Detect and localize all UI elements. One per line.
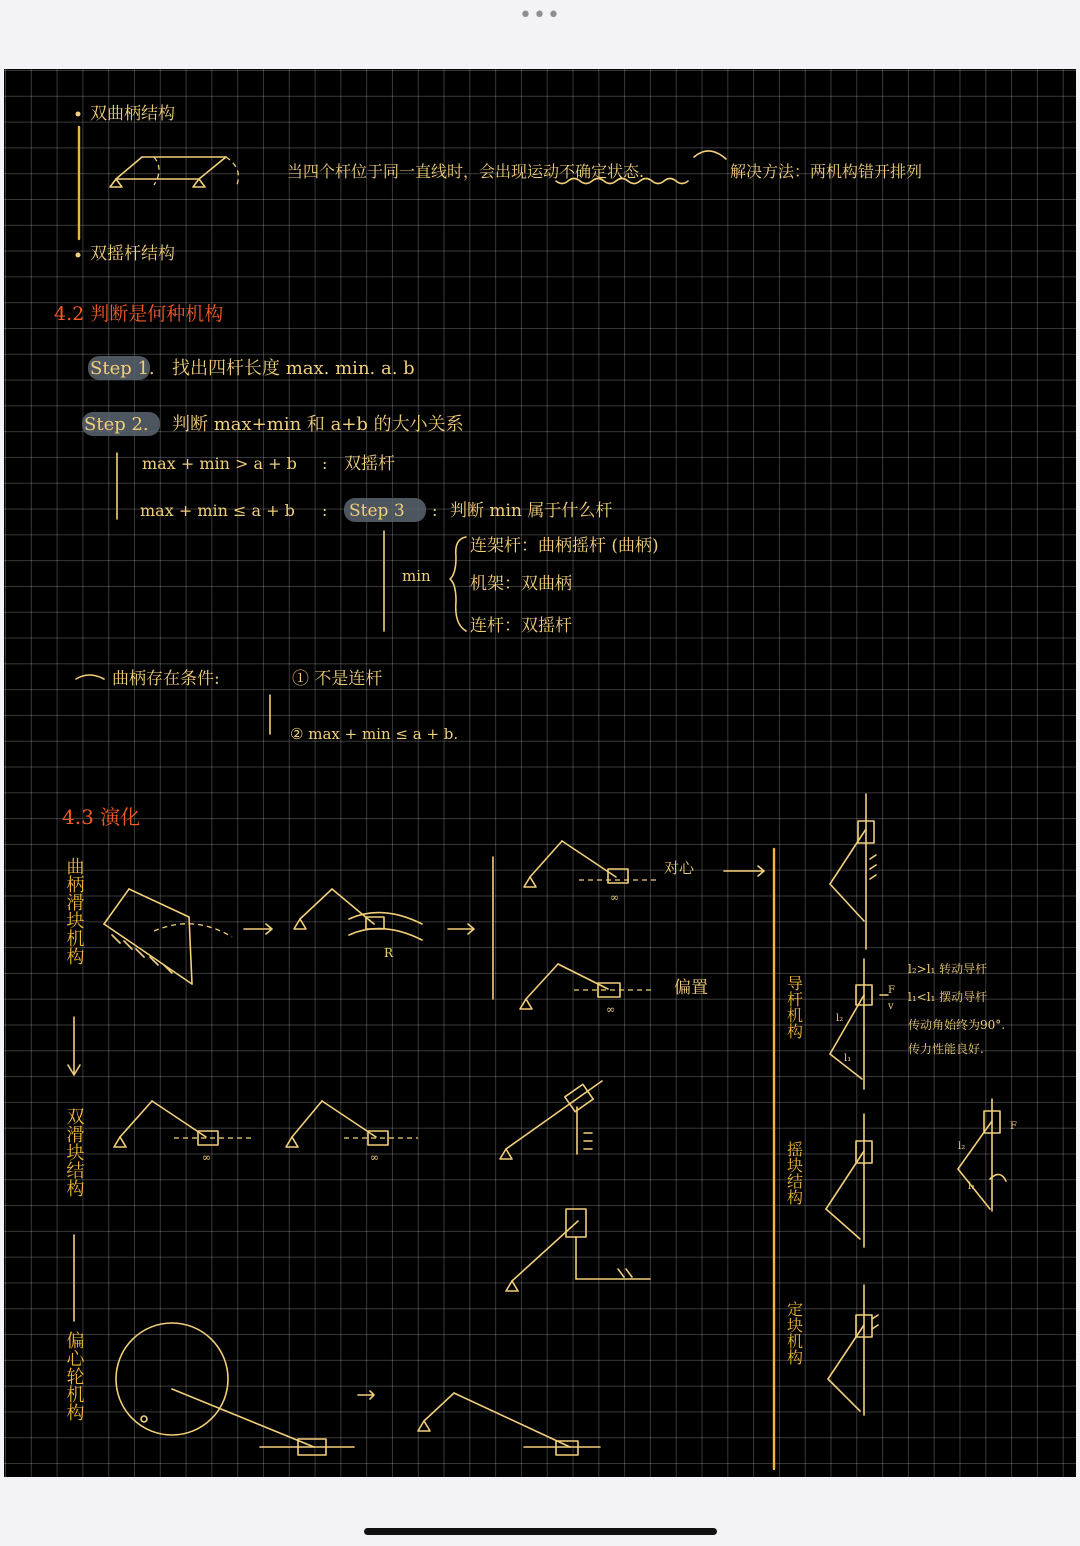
svg-text:l₁: l₁ (844, 1053, 852, 1064)
guide-note-2: l₁<l₁ 摆动导杆 (908, 990, 988, 1004)
arrow-right (244, 924, 272, 934)
crank-rocker-sketch (104, 889, 232, 984)
svg-text::: : (322, 454, 328, 473)
wavy-underline (556, 179, 688, 184)
min-label: min (402, 567, 431, 585)
step3-tag: Step 3 (349, 501, 405, 521)
svg-text:l₂: l₂ (958, 1141, 966, 1152)
label-fixed-block: 定块机构 (784, 1301, 804, 1365)
svg-text:∞: ∞ (370, 1151, 380, 1164)
svg-text:∞: ∞ (606, 1003, 616, 1016)
min-case-2: 机架：双曲柄 (470, 574, 572, 594)
label-eccentric: 偏心轮机构 (63, 1331, 85, 1421)
rotating-guide-sketch (958, 1099, 1017, 1211)
double-crank-sketch (110, 157, 238, 187)
rocker-block-sketch (826, 1114, 872, 1247)
label-guide-bar: 导杆机构 (784, 975, 804, 1039)
double-crank-solution: 解决方法：两机构错开排列 (730, 162, 923, 181)
case1-condition: max + min > a + b (142, 454, 297, 473)
step1-text: 找出四杆长度 max. min. a. b (172, 358, 415, 379)
section-4-2 (54, 303, 659, 743)
fixed-block-sketch (828, 1285, 878, 1415)
mechanism-top-sketch (830, 794, 876, 949)
note-canvas[interactable] (4, 69, 1076, 1477)
guide-note-3: 传动角始终为90°. (908, 1018, 1006, 1032)
label-centered: 对心 (664, 859, 695, 877)
eccentric-wheel-sketch (116, 1323, 354, 1455)
arrow-right (448, 924, 474, 934)
case1-result: 双摇杆 (344, 454, 395, 474)
svg-text:l₁: l₁ (968, 1181, 976, 1192)
crank-condition-1: ① 不是连杆 (292, 669, 383, 689)
label-double-slider: 双滑块结构 (63, 1107, 85, 1197)
double-slider-sketch-1 (114, 1101, 252, 1164)
section-4-3 (62, 794, 1017, 1469)
case2-condition: max + min ≤ a + b (140, 501, 295, 520)
curly-brace (450, 537, 466, 631)
multitasking-dots[interactable]: ••• (519, 3, 561, 28)
double-crank-note: 当四个杆位于同一直线时，会出现运动不确定状态. (287, 162, 645, 181)
arrow-curve (694, 151, 726, 159)
guide-note-4: 传力性能良好. (908, 1042, 984, 1056)
label-rocker-block: 摇块结构 (784, 1141, 804, 1205)
double-slider-sketch-4 (506, 1209, 650, 1291)
offset-slider-sketch (520, 964, 708, 1016)
label-offset: 偏置 (674, 978, 708, 998)
heading-4-3: 4.3 演化 (62, 805, 141, 829)
bullet-double-crank: 双曲柄结构 (90, 104, 175, 124)
svg-text:F: F (888, 985, 895, 996)
curved-slider-sketch (294, 889, 422, 960)
svg-text:v: v (888, 1001, 894, 1012)
bullet-double-rocker: 双摇杆结构 (90, 244, 175, 264)
guide-bar-sketch (830, 959, 895, 1089)
heading-4-2: 4.2 判断是何种机构 (54, 303, 224, 325)
min-case-1: 连架杆：曲柄摇杆 (曲柄) (470, 536, 659, 556)
arrow-mark (76, 675, 104, 679)
double-slider-sketch-3 (500, 1081, 602, 1159)
crank-slider-final-sketch (418, 1393, 600, 1455)
svg-text:∞: ∞ (610, 891, 620, 904)
step2-tag: Step 2. (84, 414, 149, 435)
label-crank-slider: 曲柄滑块机构 (63, 857, 85, 965)
section-double-crank (76, 104, 923, 264)
svg-text:∞: ∞ (202, 1151, 212, 1164)
guide-note-1: l₂>l₁ 转动导杆 (908, 962, 988, 976)
double-slider-sketch-2 (286, 1101, 418, 1164)
svg-text:R: R (384, 946, 394, 960)
step2-text: 判断 max+min 和 a+b 的大小关系 (172, 414, 464, 435)
svg-text:l₂: l₂ (836, 1013, 844, 1024)
svg-text::: : (322, 501, 328, 520)
svg-text::: : (432, 501, 438, 520)
min-case-3: 连杆：双摇杆 (470, 616, 572, 636)
crank-condition-title: 曲柄存在条件: (112, 669, 220, 689)
bullet-dot (76, 112, 81, 117)
step1-tag: Step 1. (90, 358, 155, 379)
crank-condition-2: ② max + min ≤ a + b. (290, 725, 459, 743)
handwritten-notes (4, 69, 1076, 1477)
bullet-dot (76, 253, 81, 258)
step3-text: 判断 min 属于什么杆 (450, 501, 613, 521)
svg-text:F: F (1010, 1121, 1017, 1132)
centered-slider-sketch (524, 841, 764, 904)
home-indicator[interactable] (364, 1528, 717, 1535)
arrow-right (358, 1391, 374, 1399)
